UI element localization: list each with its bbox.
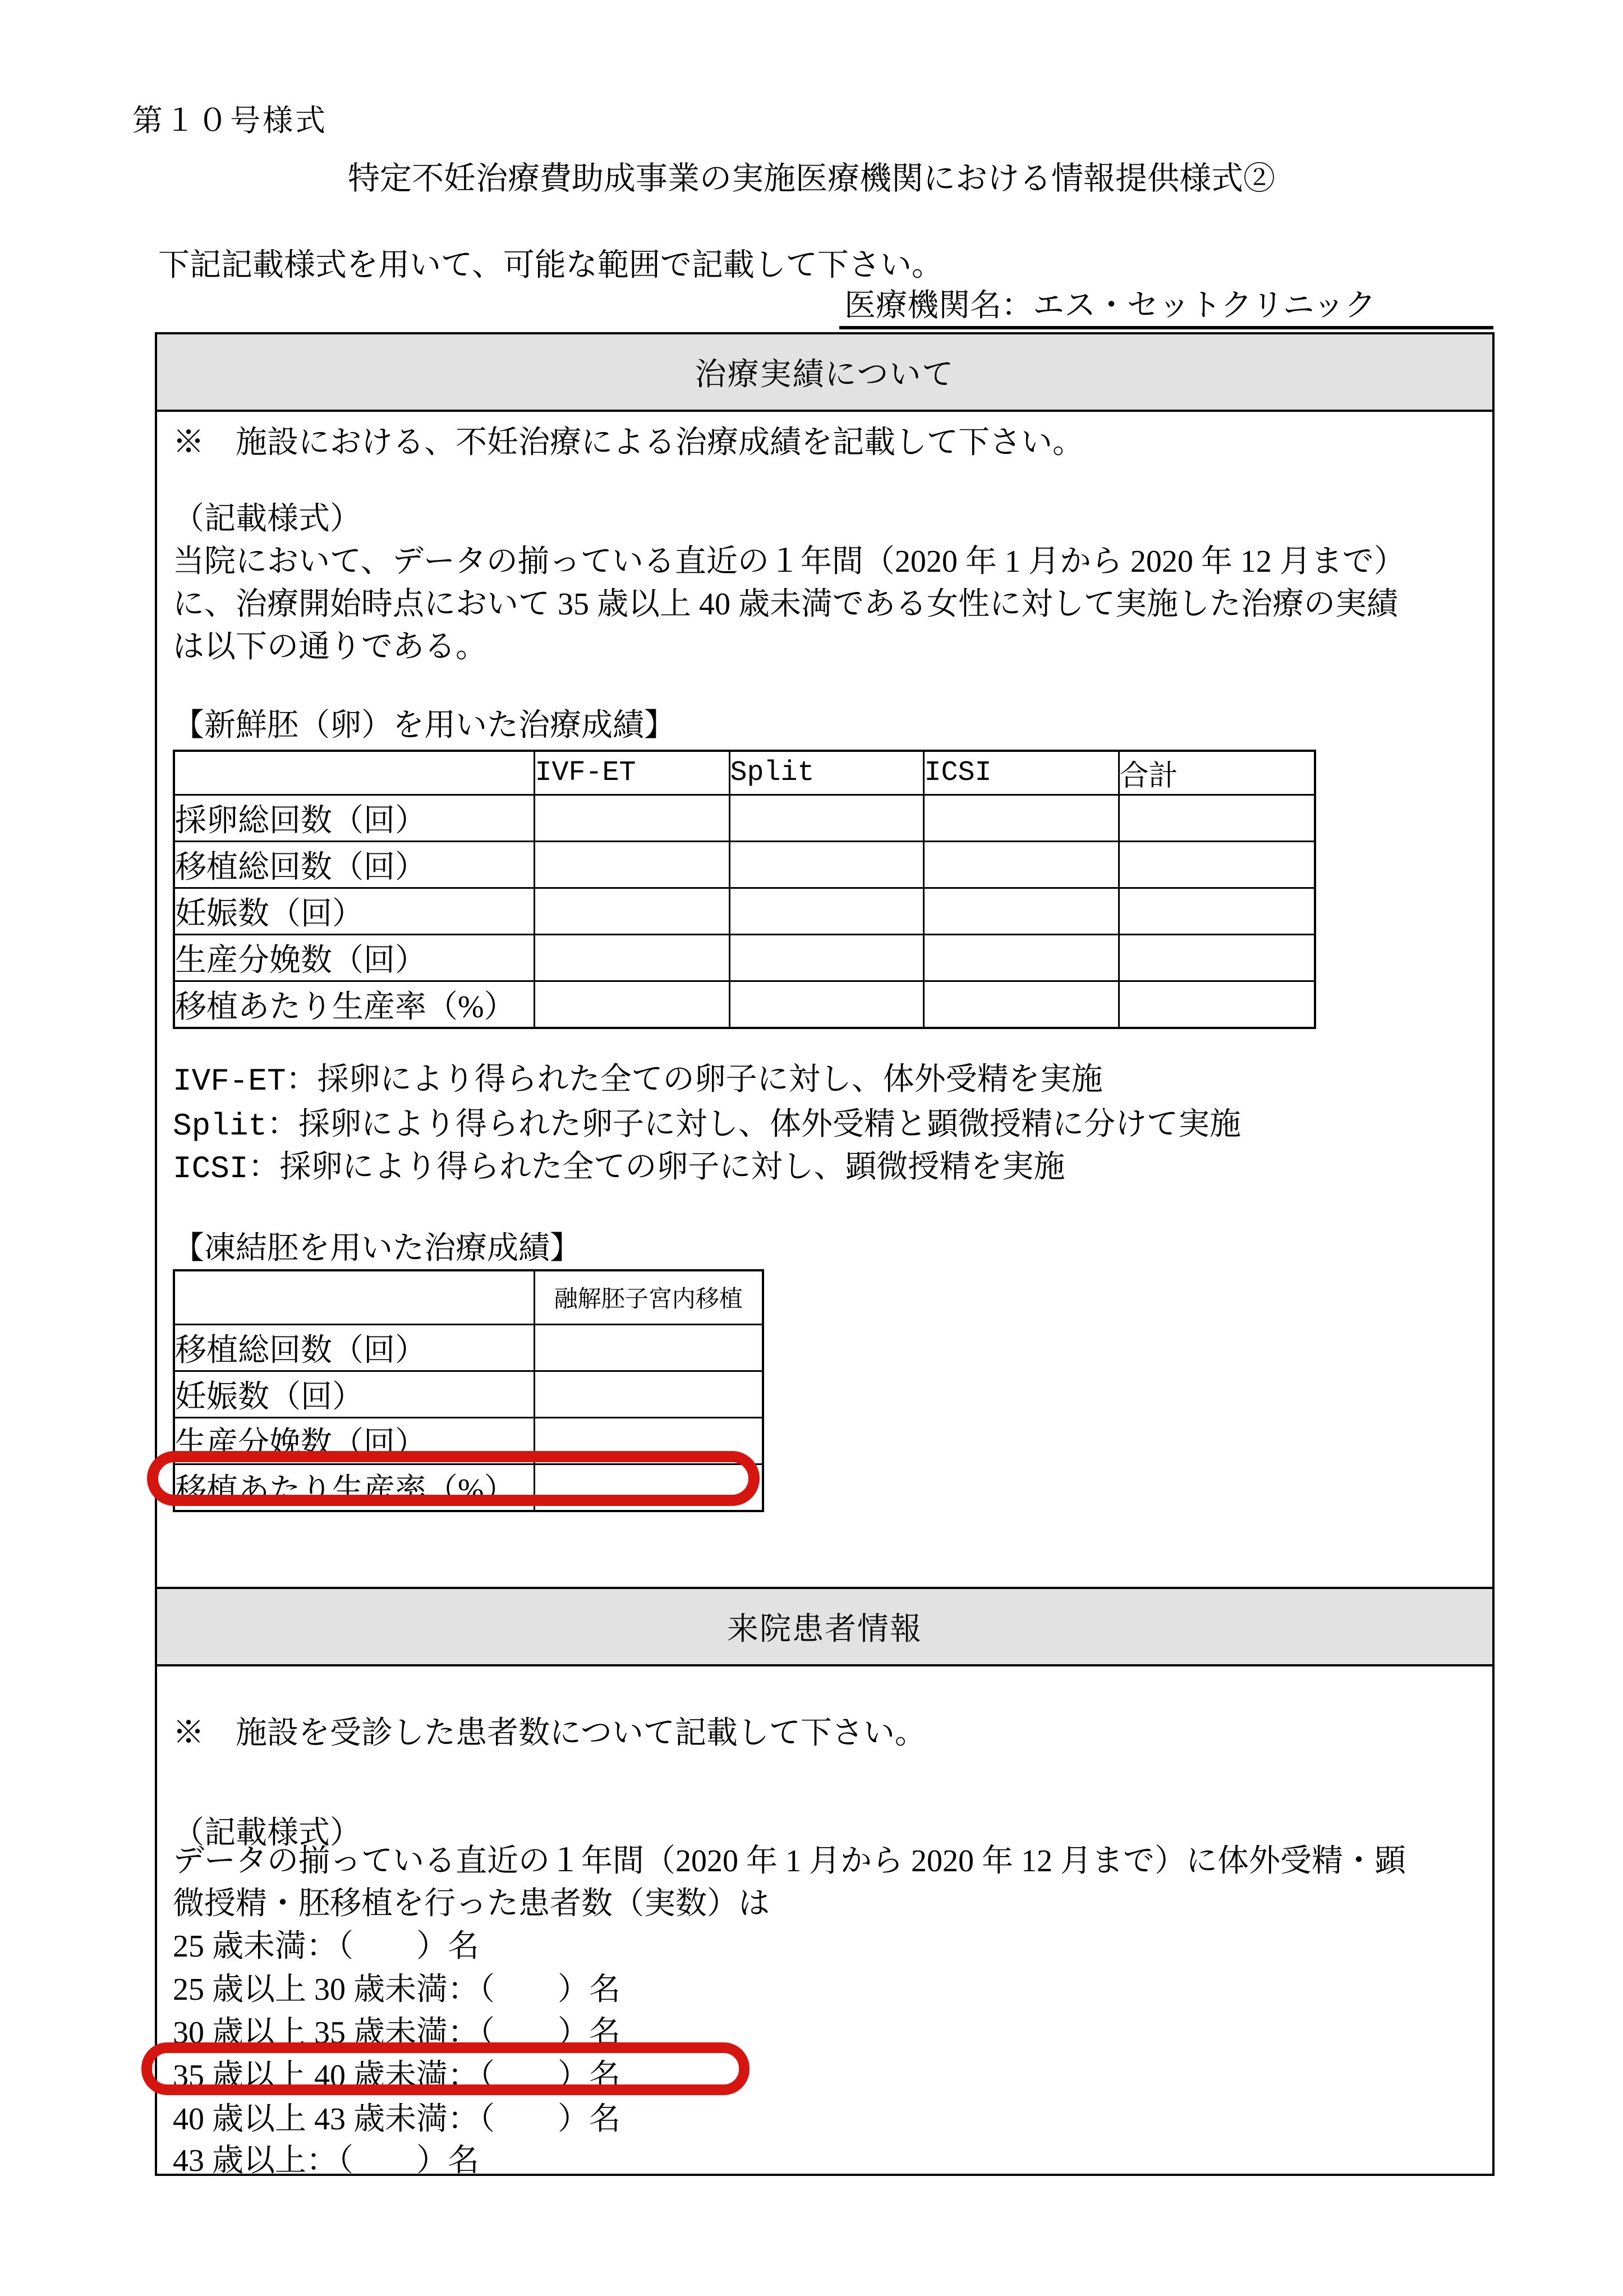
section1-note: ※ 施設における、不妊治療による治療成績を記載して下さい。 [173,425,1084,460]
value-cell [729,888,923,935]
section1-title: 治療実績について [695,357,955,392]
section2-title: 来院患者情報 [727,1612,922,1647]
definition-ivf-et: IVF-ET：採卵により得られた全ての卵子に対し、体外受精を実施 [173,1063,1103,1099]
table-row [174,842,1315,888]
value-cell [729,795,923,842]
age-line-30-35: 30 歳以上 35 歳未満：（ ）名 [173,2015,620,2050]
column-header-total: 合計 [1119,751,1315,795]
row-label: 妊娠数（回） [174,1371,534,1417]
value-cell [534,1324,763,1371]
table-row [174,935,1315,981]
value-cell [534,1371,763,1417]
section2-header-bar [157,1587,1492,1666]
table-row [174,795,1315,842]
value-cell [923,981,1119,1028]
page-title: 特定不妊治療費助成事業の実施医療機関における情報提供様式② [348,161,1275,196]
row-label: 妊娠数（回） [174,888,534,935]
section1-header-bar [157,334,1492,412]
column-header-ivf-et: IVF-ET [534,751,729,795]
definition-split: Split：採卵により得られた卵子に対し、体外受精と顕微授精に分けて実施 [173,1108,1242,1144]
column-header-split: Split [729,751,923,795]
value-cell [534,795,729,842]
value-cell [729,935,923,981]
value-cell [729,842,923,888]
age-line-35-40: 35 歳以上 40 歳未満：（ ）名 [173,2059,620,2093]
paragraph-line: データの揃っている直近の１年間（2020 年 1 月から 2020 年 12 月まで）に体外受精・顕 [173,1844,1406,1879]
table-row [174,981,1315,1028]
row-label: 移植あたり生産率（%） [174,981,534,1028]
institution-underline [839,326,1493,329]
row-label: 移植総回数（回） [174,1324,534,1371]
value-cell [923,795,1119,842]
row-label: 移植総回数（回） [174,842,534,888]
corner-cell [174,1270,534,1324]
form-body-box [155,332,1495,2176]
age-line-over-43: 43 歳以上：（ ）名 [173,2143,479,2178]
table-row [174,888,1315,935]
row-label: 採卵総回数（回） [174,795,534,842]
institution-name: 医療機関名：エス・セットクリニック [844,288,1376,323]
value-cell [534,842,729,888]
value-cell [1119,981,1315,1028]
value-cell [923,935,1119,981]
table-row [174,1324,763,1371]
table-row [174,1371,763,1417]
age-line-25-30: 25 歳以上 30 歳未満：（ ）名 [173,1972,620,2007]
fresh-embryo-table [173,750,1316,1029]
section1-format-label: （記載様式） [173,502,361,536]
paragraph-line: 当院において、データの揃っている直近の１年間（2020 年 1 月から 2020 年 12 月まで） [173,544,1405,579]
value-cell [534,981,729,1028]
age-line-under-25: 25 歳未満：（ ）名 [173,1929,479,1964]
paragraph-line: 微授精・胚移植を行った患者数（実数）は [173,1886,770,1921]
column-header-icsi: ICSI [923,751,1119,795]
value-cell [1119,795,1315,842]
row-label: 生産分娩数（回） [174,1417,534,1464]
highlight-circle-age-35-40 [141,2042,750,2095]
corner-cell [174,751,534,795]
definition-icsi: ICSI：採卵により得られた全ての卵子に対し、顕微授精を実施 [173,1151,1065,1187]
form-number: 第１０号様式 [132,104,328,137]
row-label: 生産分娩数（回） [174,935,534,981]
age-line-40-43: 40 歳以上 43 歳未満：（ ）名 [173,2102,620,2137]
value-cell [534,888,729,935]
value-cell [923,842,1119,888]
paragraph-line: に、治療開始時点において 35 歳以上 40 歳未満である女性に対して実施した治療の実績 [173,587,1398,622]
instruction-text: 下記記載様式を用いて、可能な範囲で記載して下さい。 [158,248,943,283]
column-header-thawed-transfer: 融解胚子宮内移植 [534,1270,763,1324]
value-cell [534,935,729,981]
value-cell [1119,842,1315,888]
fresh-table-title: 【新鮮胚（卵）を用いた治療成績】 [173,708,675,743]
row-label: 移植あたり生産率（%） [174,1464,534,1511]
section2-format-label: （記載様式） [173,1816,361,1850]
highlight-circle-frozen-live-birth-rate [147,1451,760,1506]
value-cell [1119,888,1315,935]
value-cell [923,888,1119,935]
paragraph-line: は以下の通りである。 [173,630,487,664]
section2-note: ※ 施設を受診した患者数について記載して下さい。 [173,1716,926,1751]
value-cell [1119,935,1315,981]
frozen-table-title: 【凍結胚を用いた治療成績】 [173,1231,581,1266]
value-cell [729,981,923,1028]
